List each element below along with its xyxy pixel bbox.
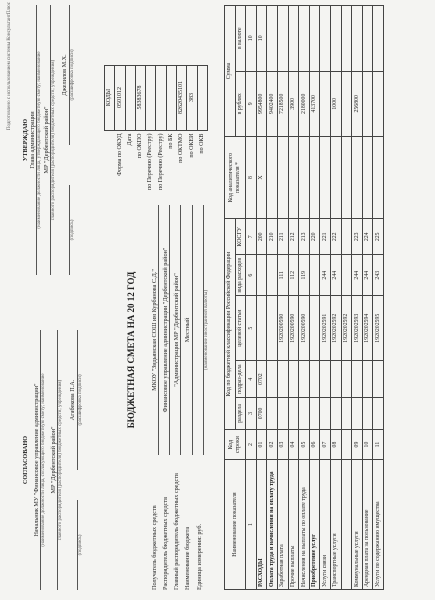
cell-name: Услуги по содержанию имущества	[373, 460, 384, 590]
cell-section	[277, 397, 288, 429]
cell-code: 07	[320, 429, 331, 459]
colnum-8: 8	[246, 137, 257, 219]
codes-value-8	[197, 65, 207, 130]
agreed-name-hint: (расшифровка подписи)	[77, 374, 83, 426]
approved-block	[22, 5, 76, 275]
info-value-2: "Администрация МР "Дербентский район"	[173, 205, 181, 455]
col-line-code: Код строки	[225, 429, 246, 459]
codes-label-3: по Перечню (Реестру)	[147, 133, 154, 190]
table-row	[256, 6, 267, 590]
cell-section	[330, 397, 341, 429]
cell-kosgu: 212	[288, 219, 299, 255]
cell-rub: 7218500	[277, 71, 288, 136]
table-row	[373, 6, 384, 590]
topnote: Подготовлено с использованием системы КонсультантПлюс	[7, 2, 12, 131]
cell-code: 05	[299, 429, 310, 459]
budget-table	[224, 5, 384, 590]
table-row	[352, 6, 363, 590]
cell-target: 1920202593	[352, 295, 363, 360]
agreed-block	[22, 330, 84, 590]
cell-cur	[299, 6, 310, 72]
codes-label-2: по ОКПО	[137, 133, 144, 159]
cell-name: Коммунальные услуги	[352, 460, 363, 590]
cell-name: Приобретение услуг	[309, 460, 320, 590]
cell-code: 08	[330, 429, 341, 459]
codes-value-4	[156, 65, 166, 130]
approved-line1: Глава администрации	[29, 5, 37, 275]
colnum-6: 6	[246, 255, 257, 296]
table-row	[320, 6, 331, 590]
cell-section	[341, 397, 352, 429]
cell-name: Оплата труда и начисления на оплату труда	[267, 460, 278, 590]
col-target: целевой статьи	[235, 295, 246, 360]
cell-exp	[309, 255, 320, 296]
codes-value-6: 82620435101	[177, 65, 187, 130]
cell-name: Услуги связи	[320, 460, 331, 590]
approved-hint2: главного распорядителя (распорядителя) бюджетных средств; учреждения)	[51, 59, 57, 221]
cell-exp: 244	[320, 255, 331, 296]
codes-label-6: по ОКТМО	[178, 133, 185, 163]
table-row	[362, 6, 373, 590]
cell-analytic	[309, 137, 320, 219]
cell-cur	[352, 6, 363, 72]
info-hint: (наименование иностранной валюты)	[203, 290, 209, 370]
cell-target: 1920200590	[288, 295, 299, 360]
cell-rub: 2180000	[299, 71, 310, 136]
colnum-2: 2	[246, 429, 257, 459]
cell-target: 1920202591	[320, 295, 331, 360]
cell-cur	[309, 6, 320, 72]
cell-analytic	[362, 137, 373, 219]
cell-section	[288, 397, 299, 429]
info-label-4: Единица измерения: руб.	[195, 523, 203, 590]
cell-section	[373, 397, 384, 429]
cell-target: 1920202592	[330, 295, 341, 360]
cell-rub: 3900	[288, 71, 299, 136]
approved-hint1: (наименование должности лица, утверждающего бюджетную смету; наименование	[37, 51, 43, 229]
cell-exp: 119	[299, 255, 310, 296]
agreed-name: Агабекова П.А.	[69, 330, 78, 470]
cell-rub	[320, 71, 331, 136]
approved-name-hint: (расшифровка подписи)	[69, 49, 75, 101]
cell-analytic	[330, 137, 341, 219]
agreed-hint2: главного распорядителя (распорядителя) бюджетных средств; учреждения)	[58, 379, 64, 541]
cell-cur	[373, 6, 384, 72]
cell-subsection	[277, 361, 288, 397]
cell-analytic	[373, 137, 384, 219]
cell-analytic: X	[256, 137, 267, 219]
cell-code: 10	[362, 429, 373, 459]
cell-exp	[256, 255, 267, 296]
cell-cur	[267, 6, 278, 72]
colnum-4: 4	[246, 361, 257, 397]
cell-cur	[362, 6, 373, 72]
cell-subsection	[320, 361, 331, 397]
table-row	[267, 6, 278, 590]
info-value-3: Местный	[184, 205, 192, 455]
table-row	[341, 6, 352, 590]
cell-code: 11	[373, 429, 384, 459]
agreed-line2: МР "Дербентский район"	[50, 330, 58, 590]
cell-target	[309, 295, 320, 360]
cell-subsection	[288, 361, 299, 397]
cell-subsection	[362, 361, 373, 397]
col-rub: в рублях	[235, 71, 246, 136]
cell-section: 0700	[256, 397, 267, 429]
approved-name: Джелилов М.Х.	[61, 5, 70, 145]
codes-label-0: Форма по ОКУД	[116, 133, 123, 176]
cell-section	[299, 397, 310, 429]
cell-exp: 112	[288, 255, 299, 296]
cell-name: Арендная плата за пользование	[362, 460, 373, 590]
cell-subsection: 0702	[256, 361, 267, 397]
cell-analytic	[267, 137, 278, 219]
codes-label-8: по ОКВ	[198, 133, 205, 154]
cell-kosgu: 200	[256, 219, 267, 255]
codes-value-3	[146, 65, 156, 130]
cell-target: 1920200590	[277, 295, 288, 360]
agreed-line1: Начальник МУ "Финансовое управление администрации"	[33, 330, 41, 590]
cell-analytic	[341, 137, 352, 219]
col-exp-type: вида расходов	[235, 255, 246, 296]
cell-rub: 256800	[352, 71, 363, 136]
info-value-4	[196, 205, 204, 455]
cell-target: 1920202592	[341, 295, 352, 360]
cell-kosgu: 222	[330, 219, 341, 255]
approved-title: УТВЕРЖДАЮ	[22, 118, 29, 162]
col-currency: в валюте	[235, 6, 246, 72]
cell-rub: 9402400	[267, 71, 278, 136]
codes-header: КОДЫ	[105, 65, 115, 130]
cell-subsection	[373, 361, 384, 397]
cell-kosgu: 223	[352, 219, 363, 255]
cell-section	[267, 397, 278, 429]
cell-analytic	[352, 137, 363, 219]
info-label-3: Наименование бюджета	[184, 526, 192, 590]
cell-analytic	[277, 137, 288, 219]
cell-code: 03	[277, 429, 288, 459]
approved-signature-line	[61, 185, 70, 275]
table-row	[309, 6, 320, 590]
cell-section	[320, 397, 331, 429]
cell-exp	[341, 255, 352, 296]
cell-rub	[373, 71, 384, 136]
cell-subsection	[267, 361, 278, 397]
cell-subsection	[352, 361, 363, 397]
colnum-5: 5	[246, 295, 257, 360]
cell-subsection	[341, 361, 352, 397]
cell-exp: 244	[330, 255, 341, 296]
cell-code	[341, 429, 352, 459]
table-body	[256, 6, 383, 590]
cell-name: Транспортные услуги	[330, 460, 341, 590]
codes-value-0: 0501012	[115, 65, 125, 130]
cell-analytic	[320, 137, 331, 219]
cell-kosgu: 225	[373, 219, 384, 255]
cell-exp: 244	[352, 255, 363, 296]
cell-name: Начисления на выплаты по оплате труда	[299, 460, 310, 590]
codes-value-5	[166, 65, 176, 130]
colnum-7: 7	[246, 219, 257, 255]
info-label-1: Распорядитель бюджетных средств	[162, 496, 170, 590]
info-value-0: МКОУ "Зидьянская СОШ им Курбанова С.Д."	[151, 205, 159, 455]
col-section: раздела	[235, 397, 246, 429]
cell-rub	[341, 71, 352, 136]
cell-analytic	[288, 137, 299, 219]
table-row	[330, 6, 341, 590]
cell-analytic	[299, 137, 310, 219]
cell-subsection	[330, 361, 341, 397]
col-sum-group: Сумма	[225, 6, 236, 137]
cell-code: 09	[352, 429, 363, 459]
cell-section	[352, 397, 363, 429]
cell-kosgu: 213	[299, 219, 310, 255]
cell-code: 04	[288, 429, 299, 459]
cell-cur: 10	[256, 6, 267, 72]
cell-exp: 244	[362, 255, 373, 296]
document-title: БЮДЖЕТНАЯ СМЕТА НА 20 12 ГОД	[126, 271, 136, 429]
cell-target: 1920202595	[373, 295, 384, 360]
agreed-sign-hint: (подпись)	[77, 534, 83, 556]
cell-name	[341, 460, 352, 590]
cell-exp: 243	[373, 255, 384, 296]
table-row	[288, 6, 299, 590]
cell-target	[267, 295, 278, 360]
cell-exp: 111	[277, 255, 288, 296]
cell-kosgu: 211	[277, 219, 288, 255]
colnum-10: 10	[246, 6, 257, 72]
col-analytic: Код аналитического показателя *	[225, 137, 246, 219]
cell-section	[309, 397, 320, 429]
colnum-9: 9	[246, 71, 257, 136]
codes-label-1: Дата	[126, 133, 133, 146]
approved-sign-hint: (подпись)	[69, 219, 75, 241]
cell-code: 06	[309, 429, 320, 459]
table-row	[299, 6, 310, 590]
cell-subsection	[309, 361, 320, 397]
cell-kosgu: 224	[362, 219, 373, 255]
info-block	[148, 200, 209, 590]
colnum-3: 3	[246, 397, 257, 429]
cell-rub: 413700	[309, 71, 320, 136]
colnum-1: 1	[246, 460, 257, 590]
cell-rub: 9954800	[256, 71, 267, 136]
cell-code: 02	[267, 429, 278, 459]
cell-kosgu: 221	[320, 219, 331, 255]
cell-cur	[330, 6, 341, 72]
cell-section	[362, 397, 373, 429]
cell-kosgu: 210	[267, 219, 278, 255]
cell-name: РАСХОДЫ	[256, 460, 267, 590]
cell-code: 01	[256, 429, 267, 459]
codes-label-4: по Перечню (Реестру)	[157, 133, 164, 190]
cell-name: Заработная плата	[277, 460, 288, 590]
agreed-signature-line	[69, 500, 78, 590]
cell-rub	[362, 71, 373, 136]
cell-kosgu	[341, 219, 352, 255]
info-label-2: Главный распорядитель бюджетных средств	[173, 473, 181, 590]
cell-target: 1920202594	[362, 295, 373, 360]
codes-value-1	[125, 65, 135, 130]
codes-label-7: по ОКЕИ	[188, 133, 195, 158]
cell-rub: 1000	[330, 71, 341, 136]
cell-exp	[267, 255, 278, 296]
cell-cur	[341, 6, 352, 72]
info-value-1: Финансовое управление администрации "Дербентский район"	[162, 205, 170, 455]
cell-kosgu: 220	[309, 219, 320, 255]
approved-line2: МР "Дербентский район"	[43, 5, 51, 275]
agreed-hint1: (наименование должности лица, согласующего бюджетную смету; наименование	[41, 373, 47, 547]
col-kosgu: КОСГУ	[235, 219, 246, 255]
col-budget-code-group: Код по бюджетной классификации Российской Федерации	[225, 219, 236, 430]
cell-cur	[320, 6, 331, 72]
codes-value-7: 383	[187, 65, 197, 130]
cell-target	[256, 295, 267, 360]
col-subsection: подраз-дела	[235, 361, 246, 397]
cell-name: Прочие выплаты	[288, 460, 299, 590]
codes-label-5: по БК	[167, 133, 174, 149]
cell-cur	[288, 6, 299, 72]
codes-table	[104, 65, 208, 192]
cell-cur	[277, 6, 288, 72]
table-row	[277, 6, 288, 590]
col-name: Наименование показателя	[225, 460, 246, 590]
cell-subsection	[299, 361, 310, 397]
agreed-title: СОГЛАСОВАНО	[22, 435, 29, 485]
info-label-0: Получатель бюджетных средств	[151, 505, 158, 590]
cell-target: 1920200590	[299, 295, 310, 360]
codes-value-2: 58383678	[135, 65, 145, 130]
